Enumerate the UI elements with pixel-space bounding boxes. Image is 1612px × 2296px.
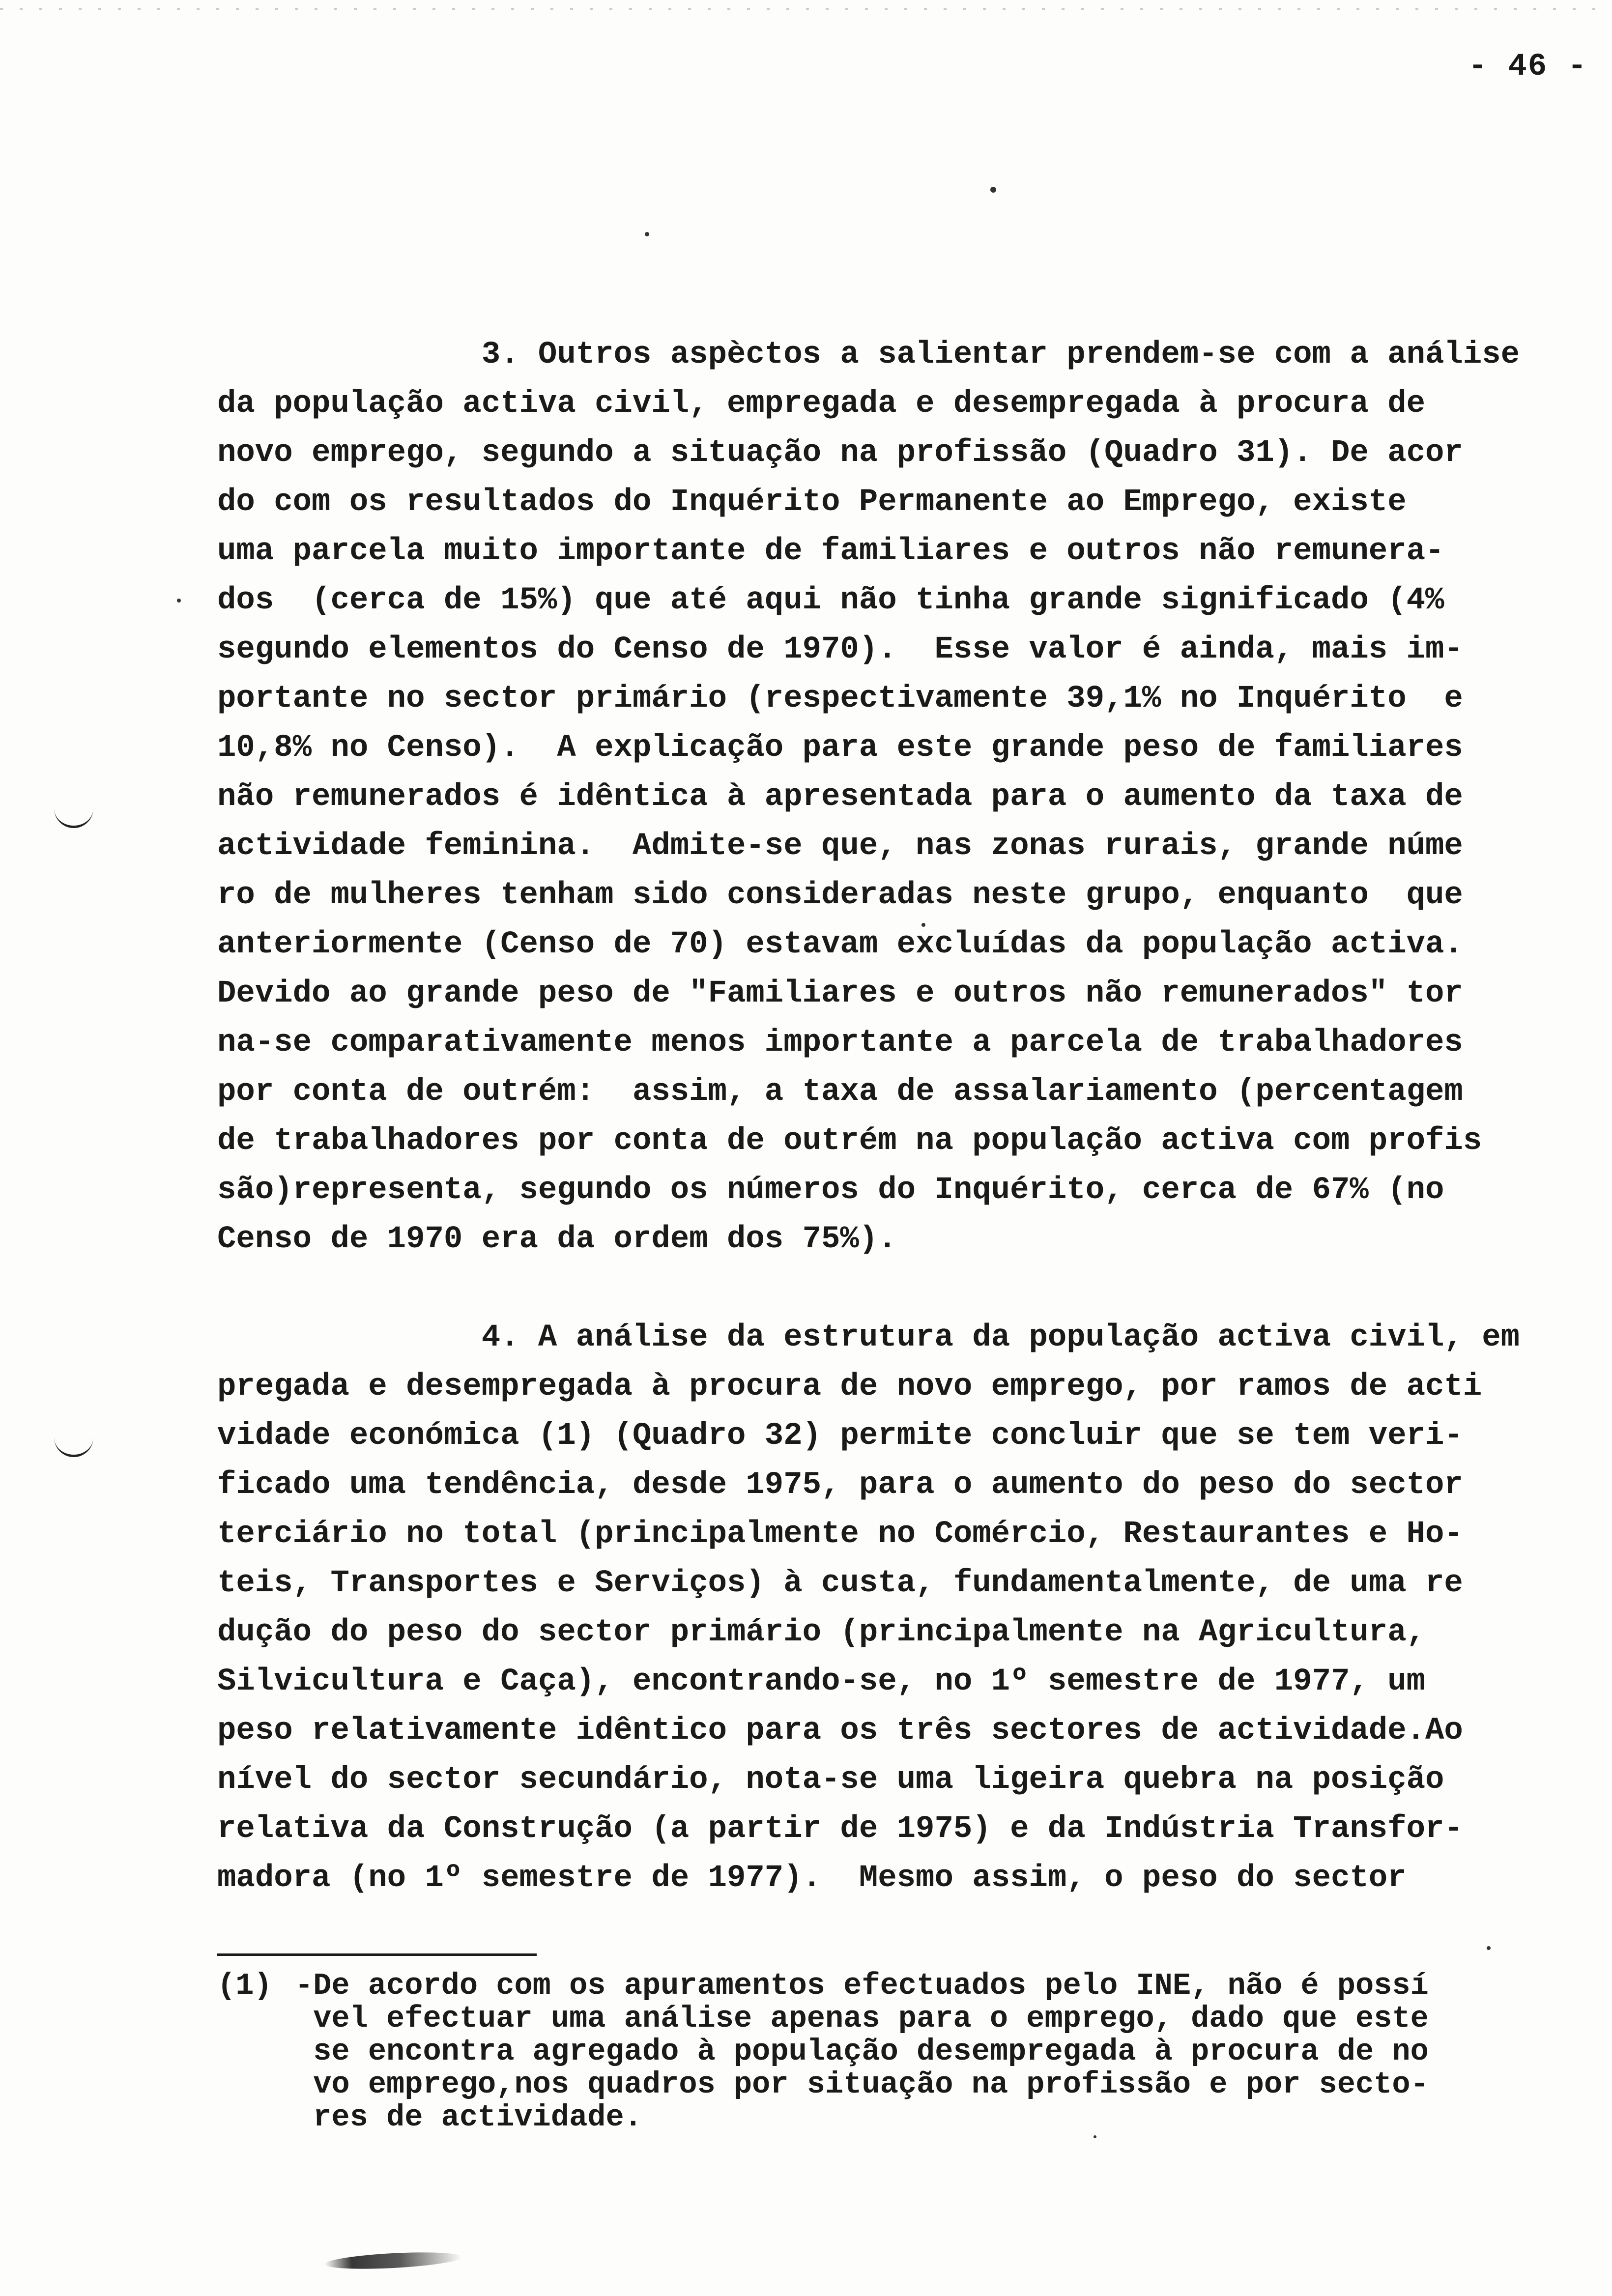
scan-smudge xyxy=(324,2250,462,2272)
body-line: da população activa civil, empregada e desempregada à procura de xyxy=(217,386,1425,422)
footnote-line: res de actividade. xyxy=(295,2100,642,2135)
scan-edge-noise xyxy=(0,8,1612,10)
body-line: 3. Outros aspèctos a salientar prendem-se com a análise xyxy=(217,337,1520,373)
body-line: anteriormente (Censo de 70) estavam excluídas da população activa. xyxy=(217,927,1463,962)
body-line: ro de mulheres tenham sido consideradas neste grupo, enquanto que xyxy=(217,878,1463,913)
body-line: nível do sector secundário, nota-se uma ligeira quebra na posição xyxy=(217,1762,1444,1798)
body-line: 10,8% no Censo). A explicação para este grande peso de familiares xyxy=(217,730,1463,766)
body-line: pregada e desempregada à procura de novo emprego, por ramos de acti xyxy=(217,1369,1482,1405)
body-line: são)representa, segundo os números do Inquérito, cerca de 67% (no xyxy=(217,1173,1444,1208)
body-line: por conta de outrém: assim, a taxa de assalariamento (percentagem xyxy=(217,1074,1463,1110)
footnote-line: -De acordo com os apuramentos efectuados pelo INE, não é possí xyxy=(295,1968,1429,2003)
body-line: terciário no total (principalmente no Comércio, Restaurantes e Ho- xyxy=(217,1517,1463,1552)
body-line: teis, Transportes e Serviços) à custa, fundamentalmente, de uma re xyxy=(217,1566,1463,1601)
body-line: na-se comparativamente menos importante a parcela de trabalhadores xyxy=(217,1025,1463,1061)
footnote-rule xyxy=(217,1953,537,1956)
body-line: relativa da Construção (a partir de 1975) e da Indústria Transfor- xyxy=(217,1811,1463,1847)
footnote-line: vel efectuar uma análise apenas para o emprego, dado que este xyxy=(295,2001,1429,2036)
body-line: dos (cerca de 15%) que até aqui não tinha grande significado (4% xyxy=(217,583,1444,618)
body-line: 4. A análise da estrutura da população activa civil, em xyxy=(217,1320,1520,1355)
margin-arc-mark xyxy=(54,1425,93,1457)
body-line: madora (no 1º semestre de 1977). Mesmo assim, o peso do sector xyxy=(217,1861,1407,1896)
scan-speck xyxy=(177,599,181,603)
body-line: peso relativamente idêntico para os três sectores de actividade.Ao xyxy=(217,1713,1463,1749)
body-line: actividade feminina. Admite-se que, nas zonas rurais, grande núme xyxy=(217,829,1463,864)
body-line: de trabalhadores por conta de outrém na população activa com profis xyxy=(217,1123,1482,1159)
body-line: ficado uma tendência, desde 1975, para o aumento do peso do sector xyxy=(217,1467,1463,1503)
page-number: - 46 - xyxy=(1468,49,1587,85)
scan-speck xyxy=(645,232,649,236)
body-line: dução do peso do sector primário (principalmente na Agricultura, xyxy=(217,1615,1425,1650)
body-line: Censo de 1970 era da ordem dos 75%). xyxy=(217,1222,897,1257)
body-line: portante no sector primário (respectivamente 39,1% no Inquérito e xyxy=(217,681,1463,717)
body-line: segundo elementos do Censo de 1970). Esse valor é ainda, mais im- xyxy=(217,632,1463,667)
margin-arc-mark xyxy=(54,796,93,828)
body-line: vidade económica (1) (Quadro 32) permite concluir que se tem veri- xyxy=(217,1418,1463,1454)
body-line: do com os resultados do Inquérito Permanente ao Emprego, existe xyxy=(217,485,1407,520)
scan-speck xyxy=(921,923,925,927)
body-line: uma parcela muito importante de familiares e outros não remunera- xyxy=(217,534,1444,569)
body-line: não remunerados é idêntica à apresentada para o aumento da taxa de xyxy=(217,779,1463,815)
footnote-line: se encontra agregado à população desempregada à procura de no xyxy=(295,2034,1429,2069)
body-line: novo emprego, segundo a situação na profissão (Quadro 31). De acor xyxy=(217,435,1463,471)
body-line: Devido ao grande peso de "Familiares e outros não remunerados" tor xyxy=(217,976,1463,1011)
scan-speck xyxy=(990,187,996,193)
scan-speck xyxy=(1094,2135,1096,2138)
footnote-marker: (1) xyxy=(217,1968,272,2003)
footnote-line: vo emprego,nos quadros por situação na profissão e por secto- xyxy=(295,2067,1429,2102)
body-line: Silvicultura e Caça), encontrando-se, no 1º semestre de 1977, um xyxy=(217,1664,1425,1699)
scan-speck xyxy=(1487,1946,1491,1950)
